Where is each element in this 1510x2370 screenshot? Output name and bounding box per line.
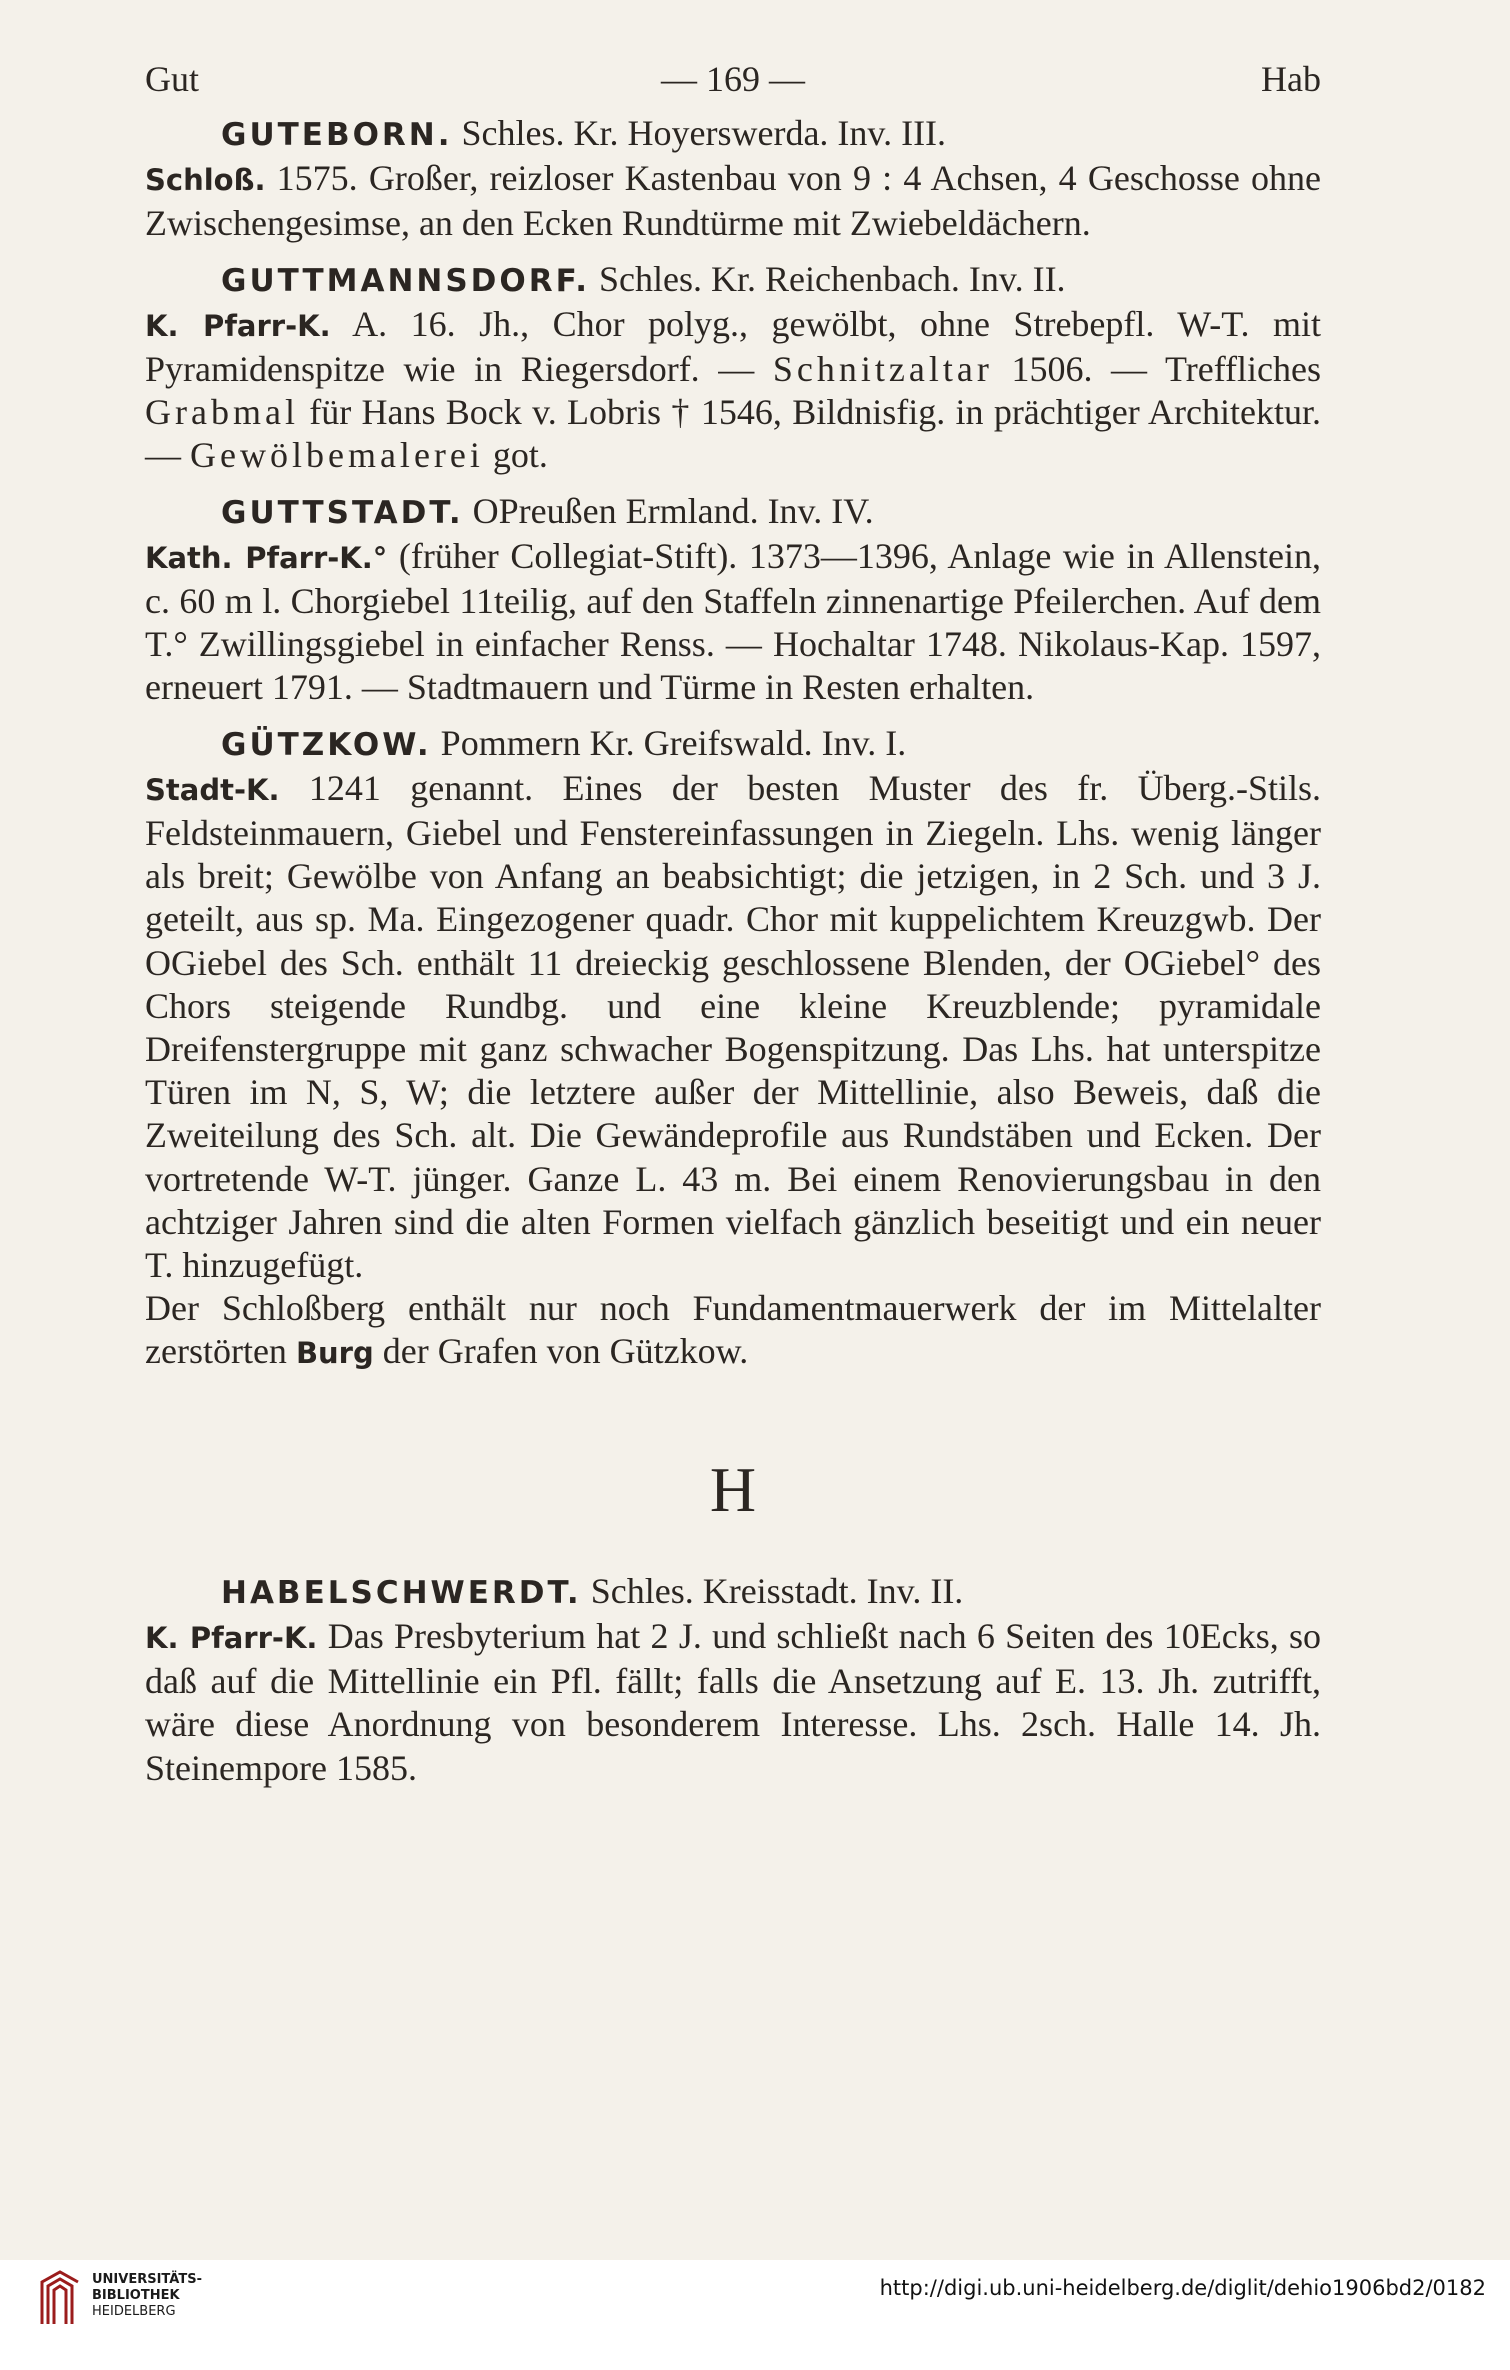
entry-location: Schles. Kr. Reichenbach. Inv. II. [590, 258, 1066, 299]
entry-paragraph [145, 303, 1321, 478]
paragraph-text: für Hans Bock v. Lobris † 1546, Bildnisfig. in prächtiger Architektur. — [145, 392, 1321, 476]
entry-habelschwerdt [145, 1570, 1321, 1790]
entry-paragraph [145, 767, 1321, 1287]
paragraph-text: Der Schloßberg enthält nur noch Fundamentmauerwerk der im Mittelalter zerstörten [145, 1288, 1321, 1372]
paragraph-text: got. [483, 435, 548, 476]
spaced-term: Grabmal [145, 392, 299, 433]
bold-term: Burg [295, 1336, 374, 1371]
library-name-line: UNIVERSITÄTS- [92, 2272, 202, 2287]
entry-heading: GUTEBORN. [221, 117, 453, 153]
spaced-term: Gewölbemalerei [190, 435, 484, 476]
building-label: K. Pfarr-K. [145, 1620, 318, 1655]
entry-guttstadt [145, 490, 1321, 710]
library-name-line: HEIDELBERG [92, 2304, 176, 2319]
building-label: Stadt-K. [145, 772, 280, 807]
building-label: K. Pfarr-K. [145, 308, 331, 343]
building-label: Kath. Pfarr-K.° [145, 540, 388, 575]
entry-heading: GUTTMANNSDORF. [221, 262, 591, 299]
entry-paragraph [145, 157, 1321, 245]
paragraph-text: 1506. — Treffliches [992, 349, 1321, 390]
entry-location: OPreußen Ermland. Inv. IV. [463, 490, 874, 531]
library-logo-icon [38, 2268, 82, 2328]
building-label: Schloß. [145, 163, 266, 198]
paragraph-text: (früher Collegiat-Stift). 1373—1396, Anlage wie in Allenstein, c. 60 m l. Chorgiebel 11teilig, auf den Staffeln zinnenartige Pfeilerchen. Auf dem T.° Zwillingsgiebel in einfacher Renss. — Hochaltar 1748. Nikolaus-Kap. 1597, erneuert 1791. — Stadtmauern und Türme in Resten erhalten. [145, 535, 1322, 708]
entry-guttmannsdorf [145, 258, 1321, 478]
entry-guetzkow [145, 722, 1321, 1376]
entry-paragraph [145, 535, 1321, 710]
digitization-footer [0, 2260, 1510, 2370]
entry-heading: HABELSCHWERDT. [221, 1574, 582, 1611]
entry-location: Schles. Kr. Hoyerswerda. Inv. III. [452, 113, 947, 153]
entry-heading: GÜTZKOW. [221, 726, 432, 763]
paragraph-text: Das Presbyterium hat 2 J. und schließt nach 6 Seiten des 10Ecks, so daß auf die Mittellinie ein Pfl. fällt; falls die Ansetzung auf E. 13. Jh. zutrifft, wäre diese Anordnung von besonderem Interesse. Lhs. 2sch. Halle 14. Jh. Steinempore 1585. [145, 1615, 1322, 1788]
library-name [92, 2272, 202, 2320]
body-text [145, 112, 1321, 1790]
paragraph-text: A. 16. Jh., Chor polyg., gewölbt, ohne Strebepfl. W-T. mit Pyramidenspitze wie in Riegersdorf. — [145, 303, 1321, 390]
entry-location: Pommern Kr. Greifswald. Inv. I. [431, 722, 907, 763]
permalink[interactable]: http://digi.ub.uni-heidelberg.de/diglit/dehio1906bd2/0182 [879, 2276, 1486, 2300]
spaced-term: Schnitzaltar [772, 349, 993, 390]
entry-guteborn [145, 112, 1321, 246]
entry-paragraph [145, 1287, 1321, 1375]
running-header [145, 58, 1321, 104]
library-name-line: BIBLIOTHEK [92, 2288, 180, 2303]
entry-location: Schles. Kreisstadt. Inv. II. [581, 1570, 964, 1611]
paragraph-text: 1241 genannt. Eines der besten Muster des fr. Überg.-Stils. Feldsteinmauern, Giebel und Fenstereinfassungen in Ziegeln. Lhs. wenig länger als breit; Gewölbe von Anfang an beabsichtigt; die jetzigen, in 2 Sch. und 3 J. geteilt, aus sp. Ma. Eingezogener quadr. Chor mit kuppelichtem Kreuzgwb. Der OGiebel des Sch. enthält 11 dreieckig geschlossene Blenden, der OGiebel° des Chors steigende Rundbg. und eine kleine Kreuzblende; pyramidale Dreifenstergruppe mit ganz schwacher Bogenspitzung. Das Lhs. hat unterspitze Türen im N, S, W; die letztere außer der Mittellinie, also Beweis, daß die Zweiteilung des Sch. alt. Die Gewändeprofile aus Rundstäben und Ecken. Der vortretende W-T. jünger. Ganze L. 43 m. Bei einem Renovierungsbau in den achtziger Jahren sind die alten Formen vielfach gänzlich beseitigt und ein neuer T. hinzugefügt. [145, 767, 1321, 1286]
page-number: — 169 — [661, 59, 805, 99]
section-letter: H [709, 1453, 757, 1525]
header-right-keyword: Hab [1261, 59, 1321, 99]
entry-paragraph [145, 1615, 1321, 1790]
header-left-keyword: Gut [145, 59, 199, 99]
paragraph-text: 1575. Großer, reizloser Kastenbau von 9 : 4 Achsen, 4 Geschosse ohne Zwischengesimse, an den Ecken Rundtürme mit Zwiebeldächern. [145, 158, 1321, 244]
paragraph-text: der Grafen von Gützkow. [373, 1331, 749, 1372]
entry-heading: GUTTSTADT. [221, 494, 464, 531]
